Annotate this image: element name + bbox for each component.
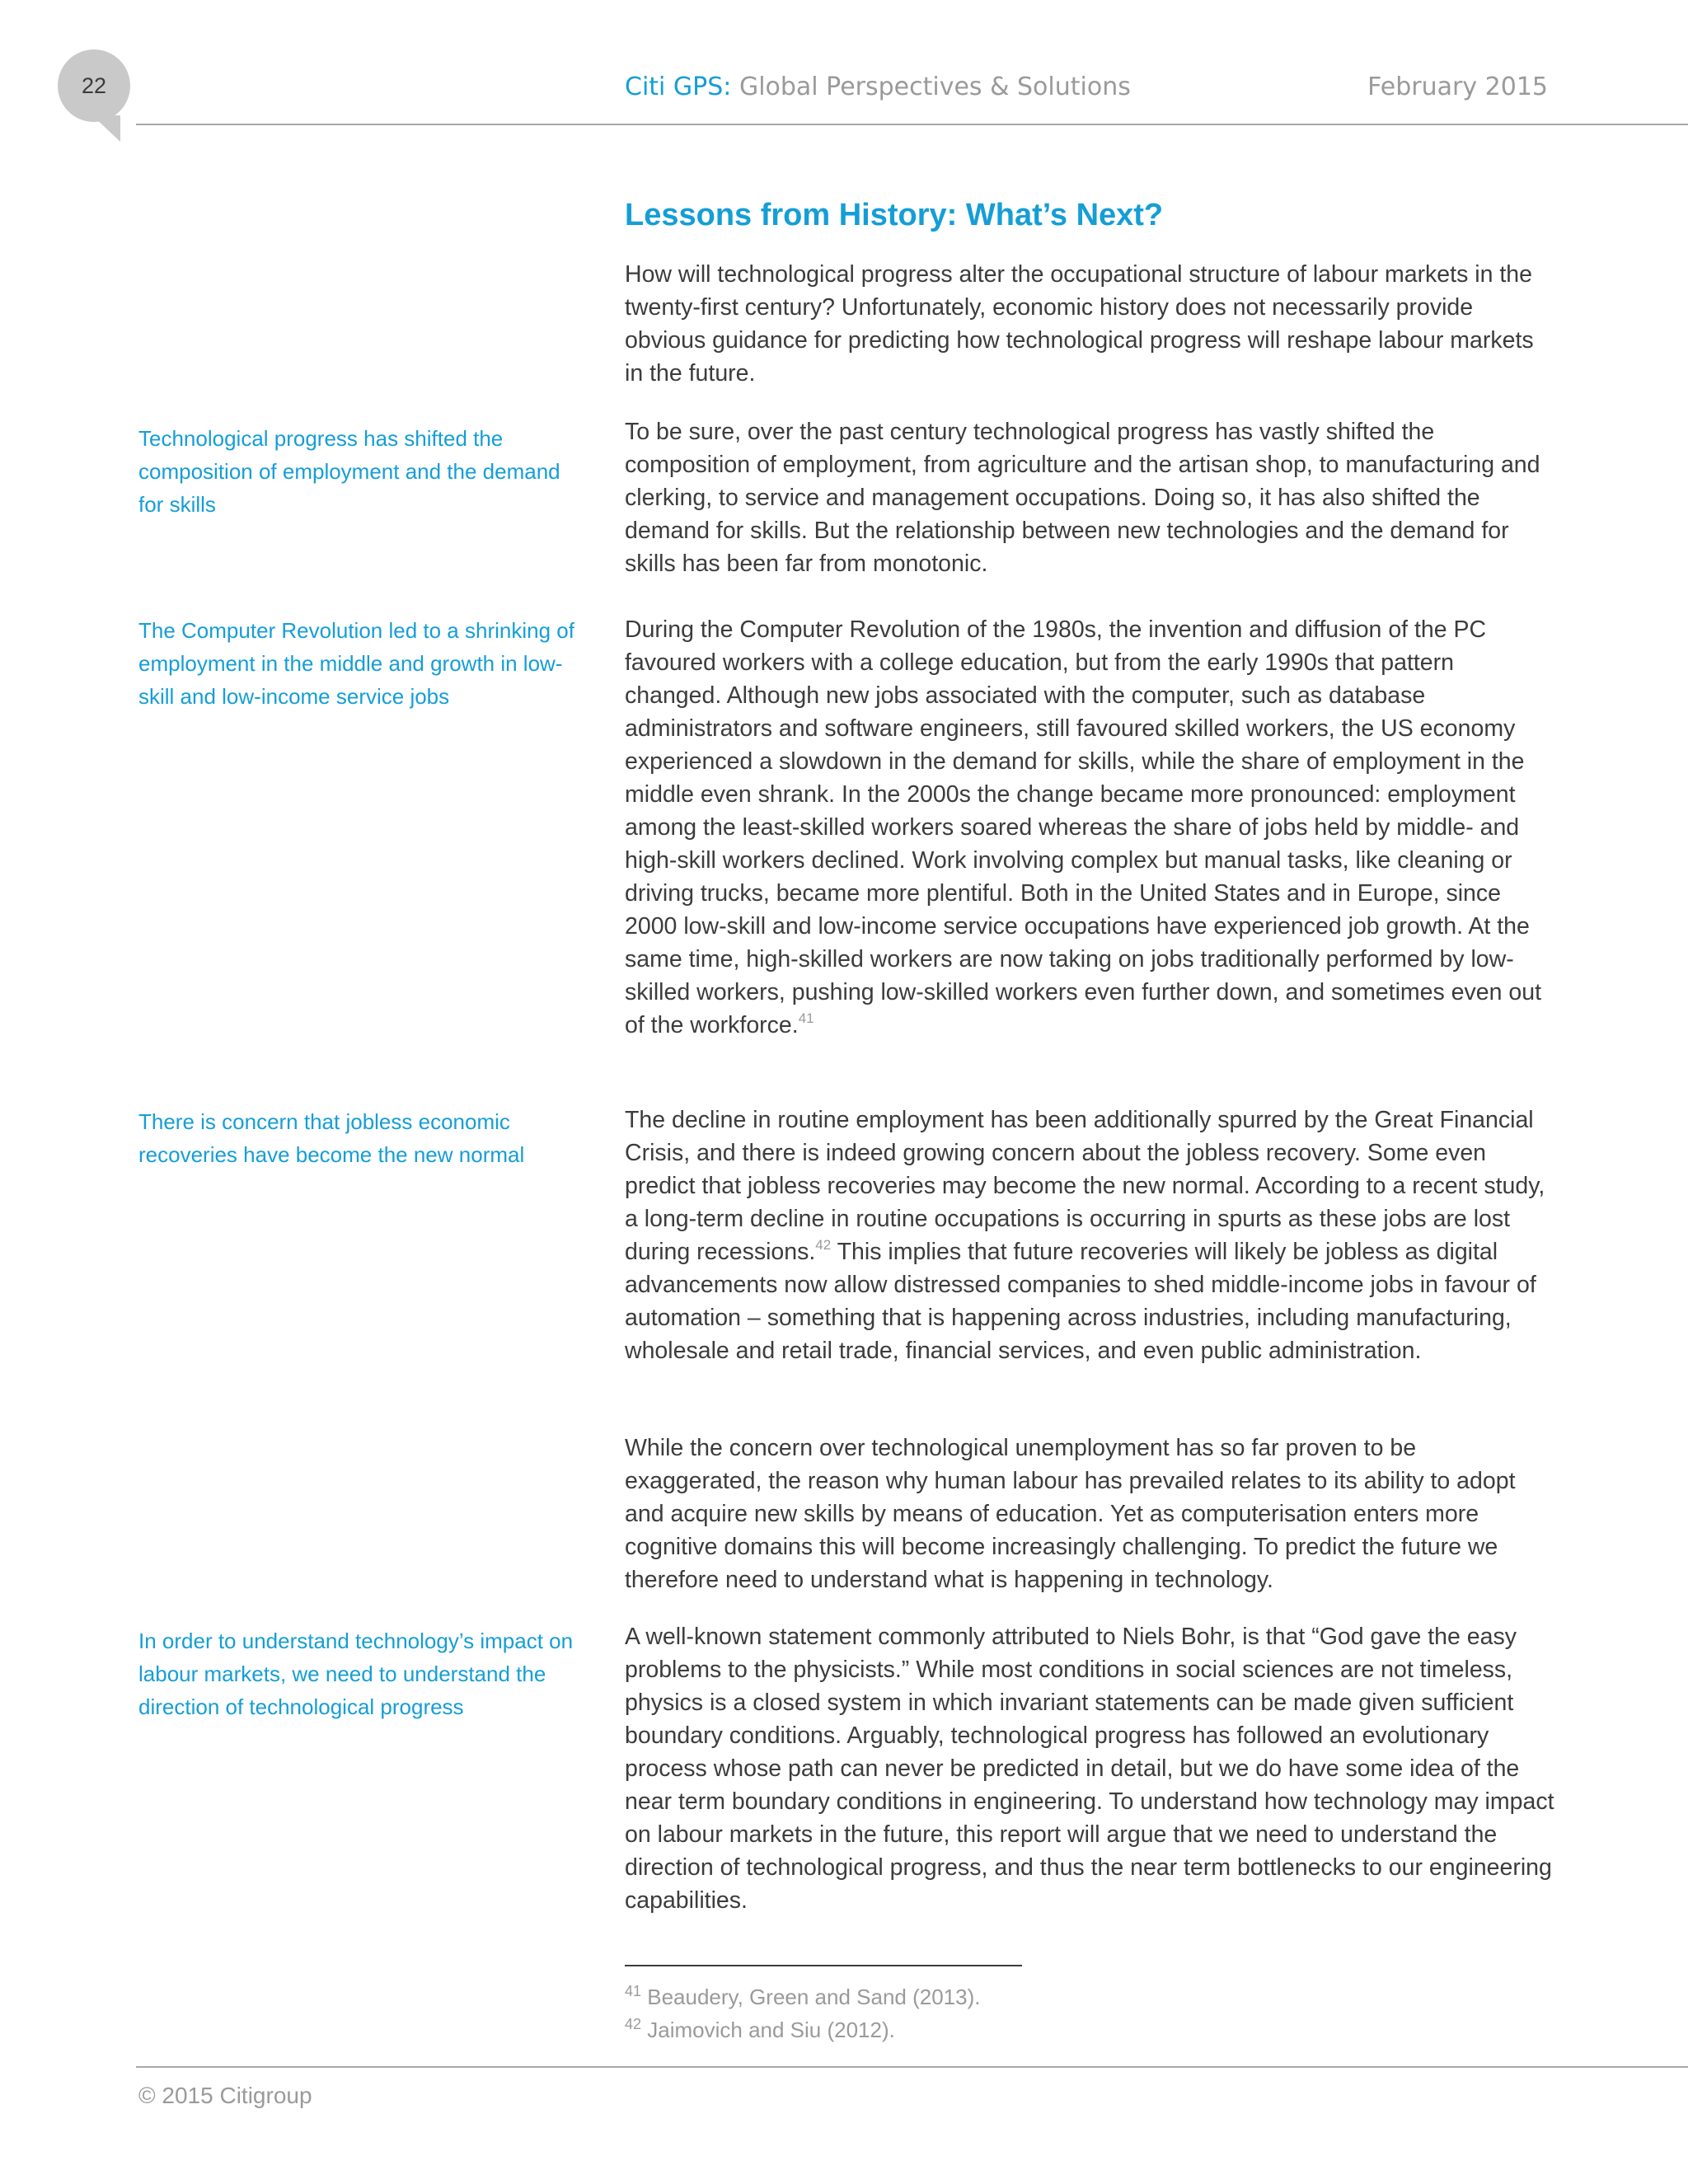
paragraph-employment-shift: To be sure, over the past century technological progress has vastly shifted the composition of employment, from agriculture and the artisan shop, to manufacturing and clerking, to service and management occupations. Doing so, it has also shifted the demand for skills. But the relationship between new technologies and the demand for skills has been far from monotonic. [625, 419, 1540, 577]
footnote-divider [625, 1965, 1022, 1966]
paragraph-niels-bohr: A well-known statement commonly attributed to Niels Bohr, is that “God gave the easy problems to the physicists.” While most conditions in social sciences are not timeless, physics is a closed system in which invariant statements can be made given sufficient boundary conditions. Arguably, technological progress has followed an evolutionary process whose path can never be predicted in detail, but we do have some idea of the near term boundary conditions in engineering. To understand how technology may impact on labour markets in the future, this report will argue that we need to understand the direction of technological progress, and thus the near term bottlenecks to our engineering capabilities. [625, 1624, 1554, 1914]
page-number-badge [58, 49, 130, 122]
paragraph-text: During the Computer Revolution of the 1980s, the invention and diffusion of the PC favoured workers with a college education, but from the early 1990s that pattern changed. Although new jobs associated with the computer, such as database administrators and software engineers, still favoured skilled workers, the US economy experienced a slowdown in the demand for skills, while the share of employment in the middle even shrank. In the 2000s the change became more pronounced: employment among the least-skilled workers soared whereas the share of jobs held by middle- and high-skill workers declined. Work involving complex but manual tasks, like cleaning or driving trucks, became more plentiful. Both in the United States and in Europe, since 2000 low-skill and low-income service occupations have experienced job growth. At the same time, high-skilled workers are now taking on jobs traditionally performed by low-skilled workers, pushing low-skilled workers even further down, and sometimes even out of the workforce. [625, 616, 1542, 1038]
paragraph-text: The decline in routine employment has been additionally spurred by the Great Financial Crisis, and there is indeed growing concern about the jobless recovery. Some even predict that jobless recoveries may become the new normal. According to a recent study, a long-term decline in routine occupations is occurring in spurts as these jobs are lost during recessions. [625, 1107, 1545, 1265]
brand-tagline: Global Perspectives & Solutions [731, 73, 1131, 101]
footnote-text: Jaimovich and Siu (2012). [641, 2018, 895, 2042]
brand-name: Citi GPS: [625, 73, 732, 101]
paragraph-jobless-recovery [625, 1104, 1556, 1367]
footnote-42 [625, 2013, 895, 2046]
sidenote-computer-revolution: The Computer Revolution led to a shrinking of employment in the middle and growth in low-skill and low-income service jobs [138, 618, 574, 709]
footer-copyright: © 2015 Citigroup [138, 2083, 312, 2108]
page-number: 22 [81, 73, 107, 98]
footnote-ref[interactable]: 42 [815, 1237, 832, 1253]
footer-divider [136, 2066, 1688, 2068]
footnote-41 [625, 1980, 981, 2013]
footnote-ref[interactable]: 41 [798, 1010, 814, 1026]
footnote-number: 42 [625, 2016, 642, 2032]
sidenote-technological-direction: In order to understand technology’s impact on labour markets, we need to understand the direction of technological progress [138, 1629, 574, 1719]
sidenote-jobless-recovery: There is concern that jobless economic recoveries have become the new normal [138, 1109, 525, 1167]
section-title: Lessons from History: What’s Next? [625, 198, 1164, 232]
paragraph-technological-unemployment: While the concern over technological unemployment has so far proven to be exaggerated, the reason why human labour has prevailed relates to its ability to adopt and acquire new skills by means of education. Yet as computerisation enters more cognitive domains this will become increasingly challenging. To predict the future we therefore need to understand what is happening in technology. [625, 1435, 1516, 1593]
paragraph-computer-revolution [625, 613, 1556, 1042]
header-brand [625, 73, 1131, 101]
paragraph-intro: How will technological progress alter the occupational structure of labour markets in the twenty-first century? Unfortunately, economic history does not necessarily provide obvious guidance for predicting how technological progress will reshape labour markets in the future. [625, 261, 1534, 387]
header-divider [136, 124, 1688, 125]
header-date: February 2015 [1367, 73, 1548, 101]
footnote-number: 41 [625, 1983, 642, 1999]
sidenote-employment-shift: Technological progress has shifted the composition of employment and the demand for skills [138, 426, 560, 517]
footnote-text: Beaudery, Green and Sand (2013). [641, 1985, 981, 2009]
paragraph-text-continued: This implies that future recoveries will likely be jobless as digital advancements now allow distressed companies to shed middle-income jobs in favour of automation – something that is happening across industries, including manufacturing, wholesale and retail trade, financial services, and even public administration. [625, 1239, 1536, 1364]
page-badge-pointer-icon [92, 115, 120, 142]
